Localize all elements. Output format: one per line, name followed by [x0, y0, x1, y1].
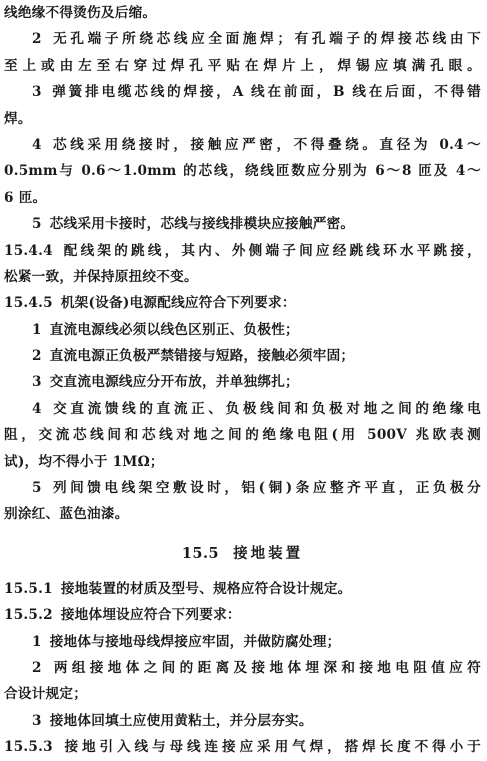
clause-number: 15.5.2: [4, 607, 53, 624]
clause: [4, 576, 481, 602]
text-line: 松紧一致，并保持原扭绞不变。: [4, 268, 198, 285]
list-item: [4, 211, 481, 237]
clause: [4, 734, 481, 760]
text-line: 0.5mm与 0.6～1.0mm 的芯线，绕线匝数应分别为 6～8 匝及 4～: [4, 163, 481, 180]
clause: [4, 238, 481, 264]
text-line: 别涂红、蓝色油漆。: [4, 506, 129, 523]
list-item: [4, 708, 481, 734]
list-item: [4, 396, 481, 422]
list-item: [4, 343, 481, 369]
section-number: 15.5: [181, 544, 220, 562]
list-item: [4, 629, 481, 655]
clause-text: 配线架的跳线，其内、外侧端子间应经跳线环水平跳接，: [60, 242, 481, 259]
item-text: 两组接地体之间的距离及接地体埋深和接地电阻值应符: [49, 659, 481, 676]
item-number: 4: [32, 400, 42, 417]
text-line: 试)，均不得小于 1MΩ；: [4, 453, 164, 470]
item-text: 接地体回填土应使用黄粘土，并分层夯实。: [49, 712, 313, 729]
clause: [4, 602, 481, 628]
text-line: 6 匝。: [4, 189, 47, 206]
item-text: 芯线采用卡接时，芯线与接线排模块应接触严密。: [49, 216, 355, 233]
item-text: 交直流馈线的直流正、负极线间和负极对地之间的绝缘电: [49, 400, 481, 417]
clause-number: 15.5.1: [4, 580, 53, 597]
item-number: 3: [32, 84, 42, 101]
item-number: 2: [32, 348, 42, 365]
clause: [4, 290, 481, 316]
clause-text: 接地装置的材质及型号、规格应符合设计规定。: [60, 580, 352, 597]
list-item: [4, 26, 481, 52]
item-text: 芯线采用绕接时，接触应严密，不得叠绕。直径为 0.4～: [49, 136, 481, 153]
clause-number: 15.4.5: [4, 295, 53, 312]
item-number: 5: [32, 216, 42, 233]
clause-text: 机架(设备)电源配线应符合下列要求：: [60, 295, 296, 312]
clause-text: 接地引入线与母线连接应采用气焊，搭焊长度不得小于: [60, 739, 481, 756]
text-line: 至上或由左至右穿过焊孔平贴在焊片上，焊锡应填满孔眼。: [4, 57, 481, 74]
list-item: [4, 79, 481, 105]
item-text: 交直流电源线应分开布放，并单独绑扎；: [49, 374, 299, 391]
clause-number: 15.4.4: [4, 242, 53, 259]
section-heading: [4, 536, 481, 572]
text-line: 阻，交流芯线间和芯线对地之间的绝缘电阻(用 500V 兆欧表测: [4, 427, 481, 444]
text-line: 线绝缘不得烫伤及后缩。: [4, 5, 157, 21]
clause-text: 接地体埋设应符合下列要求：: [60, 607, 241, 624]
item-number: 2: [32, 31, 42, 48]
item-text: 弹簧排电缆芯线的焊接，A 线在前面，B 线在后面，不得错: [49, 84, 481, 101]
item-number: 2: [32, 659, 42, 676]
item-text: 接地体与接地母线焊接应牢固，并做防腐处理；: [49, 633, 341, 650]
item-text: 直流电源线必须以线色区别正、负极性；: [49, 321, 299, 338]
text-line: 合设计规定；: [4, 686, 88, 703]
item-number: 1: [32, 633, 42, 650]
item-text: 直流电源正负极严禁错接与短路，接触必须牢固；: [49, 348, 355, 365]
item-text: 无孔端子所绕芯线应全面施焊；有孔端子的焊接芯线由下: [49, 31, 481, 48]
item-number: 5: [32, 480, 42, 497]
text-line: 焊。: [4, 110, 32, 127]
list-item: [4, 369, 481, 395]
item-text: 列间馈电线架空敷设时，铝(铜)条应整齐平直，正负极分: [49, 480, 481, 497]
list-item: [4, 132, 481, 158]
list-item: [4, 475, 481, 501]
item-number: 3: [32, 712, 42, 729]
item-number: 1: [32, 321, 42, 338]
item-number: 3: [32, 374, 42, 391]
item-number: 4: [32, 136, 42, 153]
clause-number: 15.5.3: [4, 739, 53, 756]
section-title: 接地装置: [233, 544, 304, 562]
list-item: [4, 317, 481, 343]
list-item: [4, 655, 481, 681]
